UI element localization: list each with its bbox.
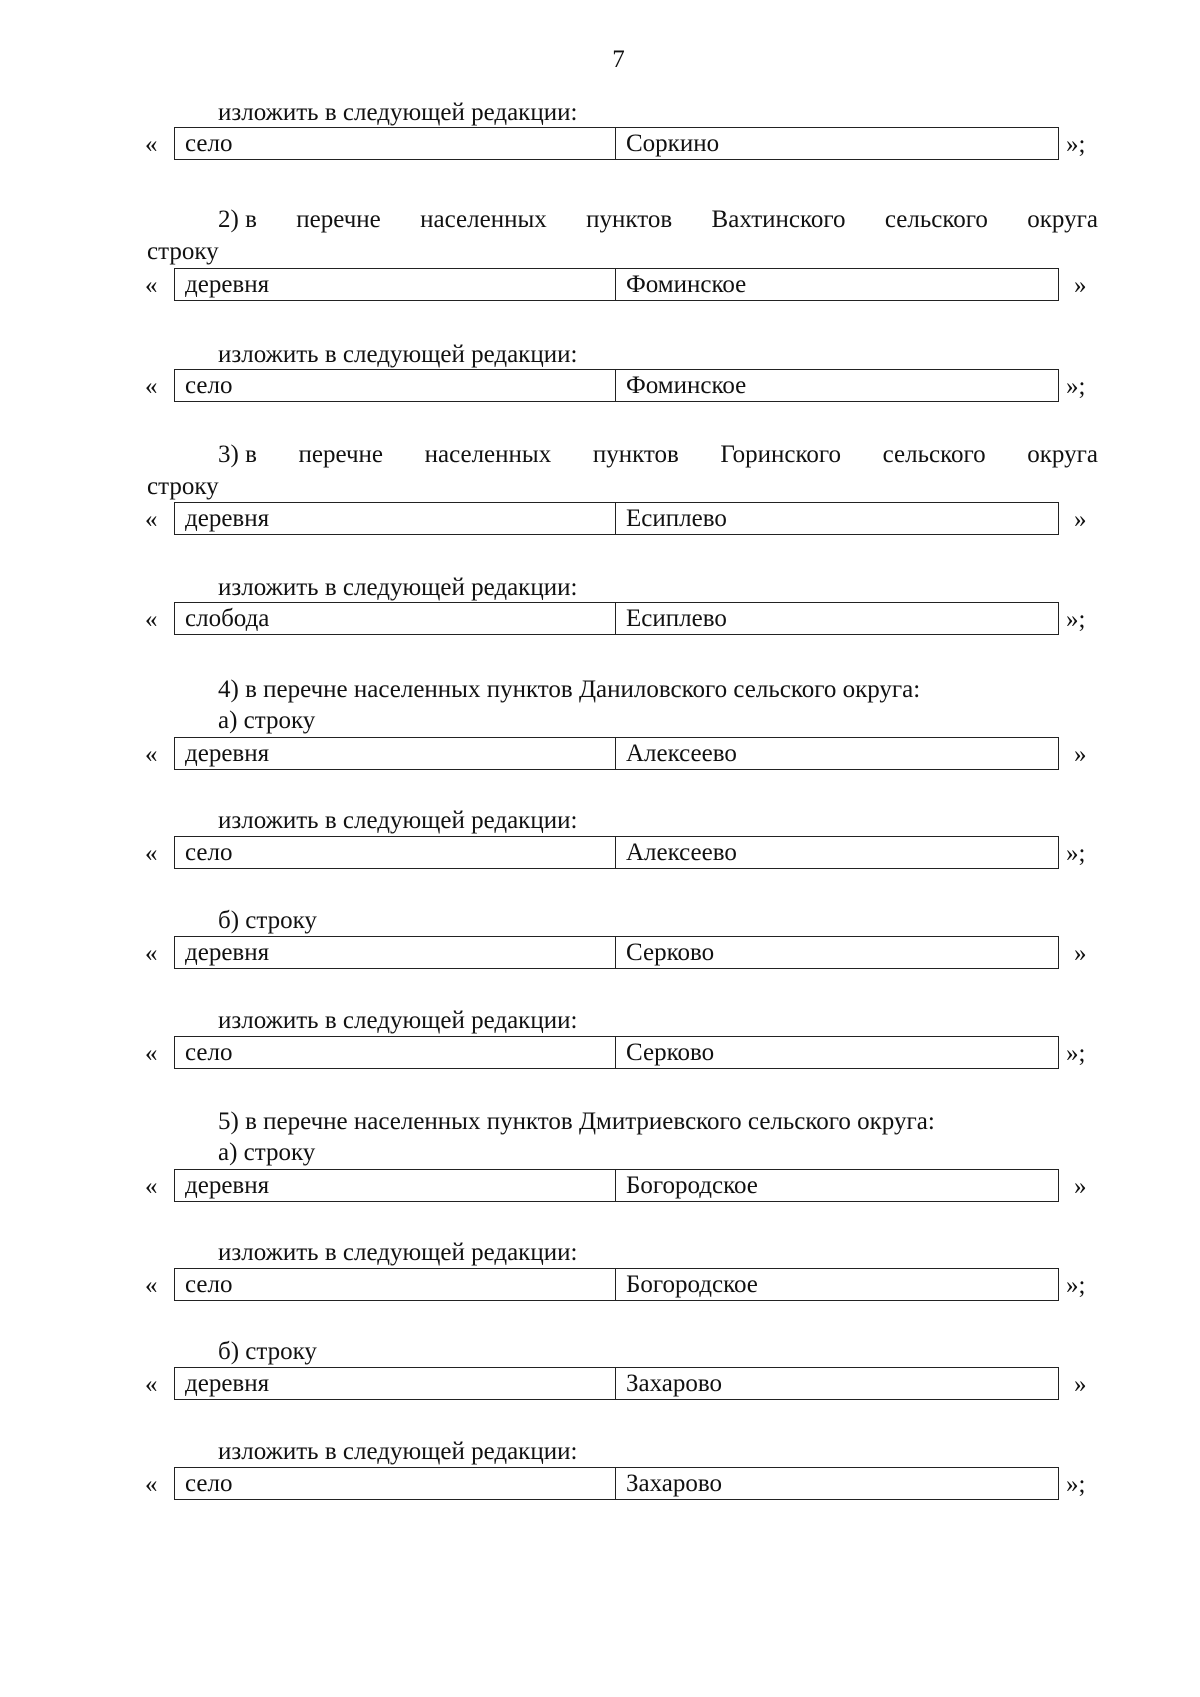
page-number: 7 [612,46,625,73]
settlement-type-cell: село [175,837,616,868]
settlement-name-cell: Захарово [626,1470,723,1497]
item-2-heading [218,205,1098,235]
quote-close: »; [1066,1471,1086,1498]
settlement-name-cell: Соркино [626,130,720,157]
quote-open: « [145,940,158,967]
item-5-heading: 5) в перечне населенных пунктов Дмитриевского сельского округа: [218,1108,935,1135]
quote-open: « [145,1272,158,1299]
table-row [174,1169,1059,1202]
quote-open: « [145,1371,158,1398]
settlement-name-cell: Серково [626,939,715,966]
instruction-text: изложить в следующей редакции: [218,807,578,834]
table-row [174,1036,1059,1069]
instruction-text: изложить в следующей редакции: [218,99,578,126]
quote-open: « [145,840,158,867]
quote-close: »; [1066,1040,1086,1067]
settlement-type-cell: село [175,1037,616,1068]
quote-close: » [1074,506,1087,533]
word: округа [1027,206,1098,233]
quote-open: « [145,741,158,768]
settlement-type-cell: деревня [175,503,616,534]
settlement-type-cell: село [175,1468,616,1499]
item-3-continuation: строку [147,473,219,500]
settlement-type-cell: деревня [175,1368,616,1399]
quote-open: « [145,506,158,533]
item-3-heading [218,440,1098,470]
settlement-name-cell: Есиплево [626,605,727,632]
quote-open: « [145,606,158,633]
settlement-name-cell: Захарово [626,1370,723,1397]
quote-close: » [1074,741,1087,768]
quote-close: »; [1066,131,1086,158]
item-2-continuation: строку [147,238,219,265]
settlement-name-cell: Фоминское [626,372,747,399]
settlement-type-cell: деревня [175,937,616,968]
settlement-type-cell: деревня [175,738,616,769]
settlement-name-cell: Алексеево [626,740,737,767]
word: сельского [884,206,988,233]
quote-open: « [145,373,158,400]
instruction-text: изложить в следующей редакции: [218,1239,578,1266]
settlement-type-cell: село [175,1269,616,1300]
quote-close: »; [1066,1272,1086,1299]
item-4-sub-a: а) строку [218,707,316,734]
table-row [174,602,1059,635]
quote-close: »; [1066,373,1086,400]
item-4-sub-b: б) строку [218,907,317,934]
instruction-text: изложить в следующей редакции: [218,341,578,368]
word: населенных [420,206,547,233]
settlement-type-cell: деревня [175,1170,616,1201]
quote-close: » [1074,272,1087,299]
quote-close: »; [1066,606,1086,633]
settlement-name-cell: Алексеево [626,839,737,866]
quote-open: « [145,1471,158,1498]
settlement-type-cell: село [175,128,616,159]
word: Вахтинского [711,206,846,233]
word: населенных [424,441,552,468]
table-row [174,1268,1059,1301]
word: пунктов [586,206,673,233]
item-5-sub-b: б) строку [218,1338,317,1365]
word: перечне [298,441,383,468]
quote-close: »; [1066,840,1086,867]
word: сельского [882,441,986,468]
table-row [174,1467,1059,1500]
word: округа [1027,441,1098,468]
quote-open: « [145,1173,158,1200]
quote-open: « [145,131,158,158]
table-row [174,1367,1059,1400]
table-row [174,369,1059,402]
quote-close: » [1074,1173,1087,1200]
item-5-sub-a: а) строку [218,1139,316,1166]
word: перечне [296,206,381,233]
instruction-text: изложить в следующей редакции: [218,1007,578,1034]
settlement-type-cell: деревня [175,269,616,300]
settlement-name-cell: Богородское [626,1271,758,1298]
table-row [174,268,1059,301]
table-row [174,737,1059,770]
settlement-name-cell: Есиплево [626,505,727,532]
settlement-type-cell: село [175,370,616,401]
instruction-text: изложить в следующей редакции: [218,1438,578,1465]
quote-close: » [1074,1371,1087,1398]
quote-open: « [145,272,158,299]
settlement-name-cell: Богородское [626,1172,758,1199]
table-row [174,936,1059,969]
quote-open: « [145,1040,158,1067]
table-row [174,836,1059,869]
word: Горинского [720,441,842,468]
table-row [174,502,1059,535]
quote-close: » [1074,940,1087,967]
word: пунктов [592,441,679,468]
table-row [174,127,1059,160]
settlement-type-cell: слобода [175,603,616,634]
instruction-text: изложить в следующей редакции: [218,574,578,601]
word: 3) в [218,441,257,468]
settlement-name-cell: Серково [626,1039,715,1066]
item-4-heading: 4) в перечне населенных пунктов Даниловского сельского округа: [218,676,921,703]
settlement-name-cell: Фоминское [626,271,747,298]
word: 2) в [218,206,257,233]
